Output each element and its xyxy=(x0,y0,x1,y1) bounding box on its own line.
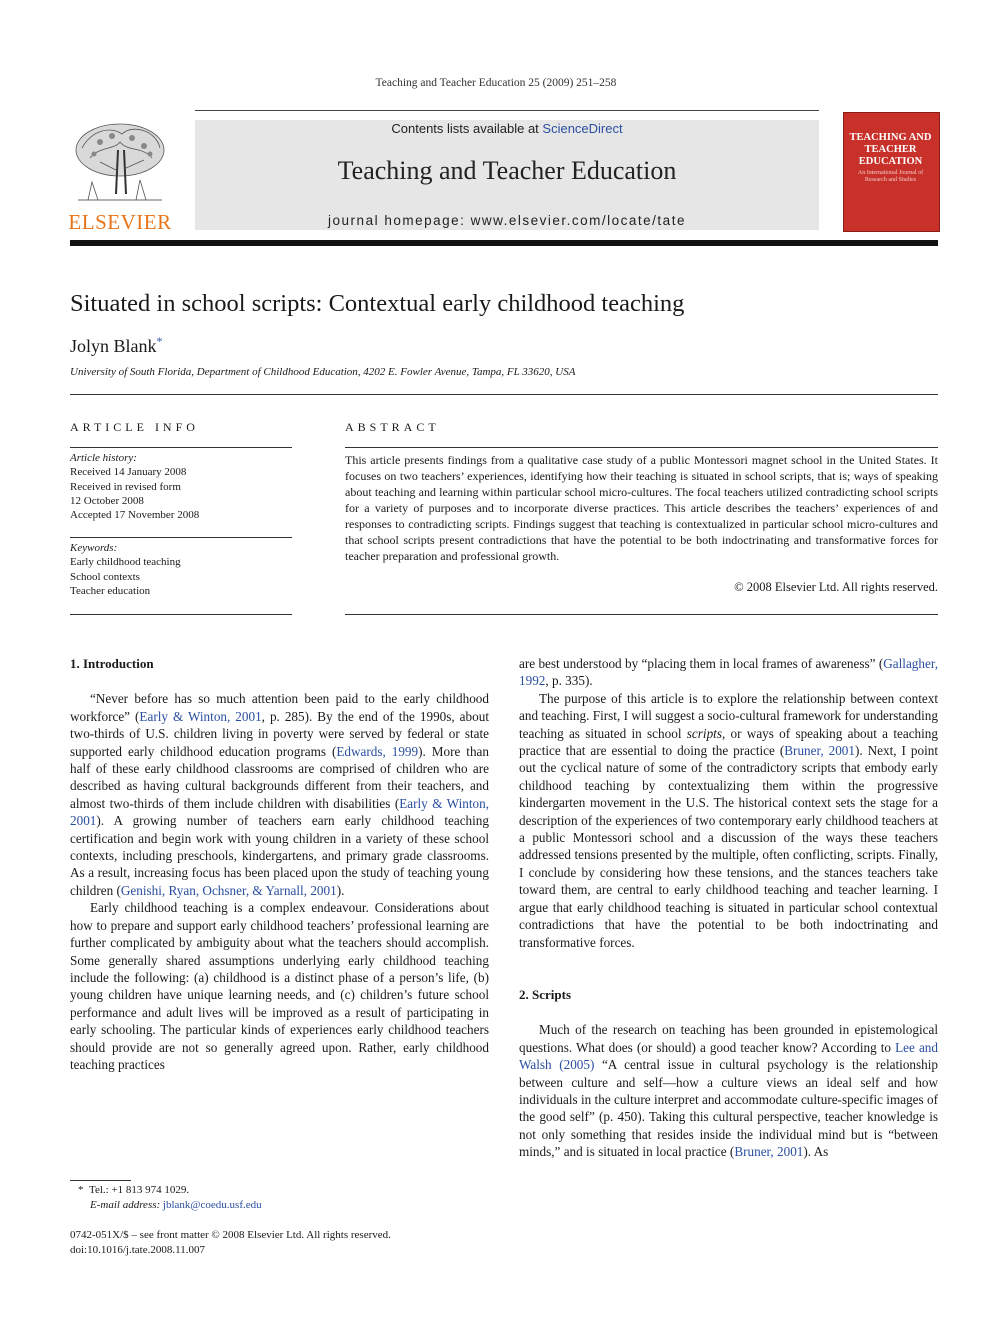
article-info-heading: ARTICLE INFO xyxy=(70,420,199,434)
text-run: “Never before has so much attention been paid to the early childhood workforce” ( xyxy=(70,691,489,724)
author-affiliation: University of South Florida, Department of Childhood Education, 4202 E. Fowler Avenue, Tampa, FL 33620, USA xyxy=(70,366,576,378)
text-run: “A central issue in cultural psychology is the relationship between culture and self—how a culture views an ideal self and how individuals in the culture interpret and accommodate culture-specific images of the good self” (p. 450). Taking this cultural perspective, teacher knowledge is not only something that resides inside the individual mind but is “between minds,” and is situated in local practice ( xyxy=(519,1057,938,1160)
history-item: Received in revised form xyxy=(70,480,181,493)
text-run: , or ways of speaking about a teaching practice that are essential to doing the practice ( xyxy=(519,725,938,759)
text-run: ). Next, I point out the cyclical nature of some of the contradictory scripts that embody early childhood teaching by contextualizing them within the progressive kindergarten movement in the U.S. The historical context sets the stage for a description of the experiences of two contemporary early childhood teachers at a public Montessori school and a discussion of the ways these teachers addressed tensions presented by the multiple, often conflicting, scripts. Finally, I conclude by considering how these tensions, and the stances teachers take toward them, are central to early childhood teaching and teacher learning. I argue that early childhood teaching is situated in particular school contextual contradictions that have the potential to be both indoctrinating and transformative forces. xyxy=(519,743,938,950)
citation-link[interactable]: Lee and Walsh (2005) xyxy=(519,1039,938,1073)
front-matter xyxy=(70,1228,391,1257)
citation-link[interactable]: Genishi, Ryan, Ochsner, & Yarnall, 2001 xyxy=(120,882,337,898)
keywords xyxy=(70,541,292,598)
elsevier-wordmark[interactable]: ELSEVIER xyxy=(68,210,172,234)
affiliation-rule xyxy=(70,394,938,395)
text-run: ). A growing number of teachers earn early childhood teaching certification and begin work with young children in a variety of these school contexts, including preschools, kindergartens, and primary grade classrooms. As a result, increasing focus has been placed upon the study of teaching young children ( xyxy=(70,813,489,898)
abstract-rule xyxy=(345,447,938,448)
footnote-email xyxy=(78,1198,262,1213)
text-run: , p. 285). By the end of the 1990s, about two-thirds of U.S. children living in poverty were served by federal or state supported early childhood education programs ( xyxy=(70,708,489,759)
citation-link[interactable]: Edwards, 1999 xyxy=(336,743,419,759)
author-footnote xyxy=(78,1183,262,1212)
citation-link[interactable]: Early & Winton, 2001 xyxy=(70,795,489,829)
text-run: , p. 335). xyxy=(545,673,593,689)
masthead-rule xyxy=(70,240,938,246)
citation-link[interactable]: Gallagher, 1992 xyxy=(519,656,938,689)
abstract-heading: ABSTRACT xyxy=(345,420,440,434)
intro-paragraph-2: Early childhood teaching is a complex endeavour. Considerations about how to prepare and support early childhood teachers’ professional learning are further complicated by ambiguity about what the teachers should accomplish. Some generally shared assumptions underlying early childhood teaching include the following: (a) childhood is a distinct phase of a person’s life, (b) young children have unique learning needs, and (c) children’s future school performance and adult lives will be improved as a result of participating in early schooling. The particular kinds of experiences early childhood teachers should provide are not so generally agreed upon. Rather, early childhood teaching practices xyxy=(70,900,489,1072)
text-run: scripts xyxy=(686,725,722,741)
article-history xyxy=(70,451,292,522)
author-footnote-mark[interactable]: * xyxy=(156,334,163,348)
text-run: ). More than half of these early childhood classrooms are comprised of children who are described as having cultural backgrounds different from their teachers, and almost two-thirds of them include children with disabilities ( xyxy=(70,743,489,811)
issn-line: 0742-051X/$ – see front matter © 2008 Elsevier Ltd. All rights reserved. xyxy=(70,1229,391,1241)
text-run: ). As xyxy=(803,1144,829,1160)
article-title: Situated in school scripts: Contextual early childhood teaching xyxy=(70,290,685,317)
citation-link[interactable]: Bruner, 2001 xyxy=(784,743,855,759)
article-info-rule xyxy=(70,447,292,448)
history-item: Received 14 January 2008 xyxy=(70,466,187,479)
history-item: 12 October 2008 xyxy=(70,494,144,507)
right-column xyxy=(519,655,938,1161)
contents-prefix: Contents lists available at xyxy=(391,121,543,136)
keywords-rule xyxy=(70,537,292,538)
doi-line[interactable]: doi:10.1016/j.tate.2008.11.007 xyxy=(70,1243,205,1256)
footnote-mark: * xyxy=(78,1184,84,1196)
citation-link[interactable]: Bruner, 2001 xyxy=(734,1144,804,1160)
history-item: Accepted 17 November 2008 xyxy=(70,509,200,522)
text-run: The purpose of this article is to explore the relationship between context and teaching. First, I will suggest a socio-cultural framework for understanding teaching as situated in school xyxy=(519,690,938,741)
intro-paragraph-continued xyxy=(519,655,938,690)
intro-paragraph-purpose xyxy=(519,690,938,951)
footnote-tel-text: Tel.: +1 813 974 1029. xyxy=(89,1184,190,1196)
left-column xyxy=(70,655,489,1073)
email-label: E-mail address: xyxy=(90,1198,163,1211)
scripts-paragraph-1 xyxy=(519,1021,938,1160)
article-info-bottom-rule xyxy=(70,614,292,615)
cover-title: TEACHING AND TEACHER EDUCATION xyxy=(849,132,932,167)
intro-paragraph-1 xyxy=(70,690,489,899)
keyword-item: Early childhood teaching xyxy=(70,556,181,569)
keyword-item: School contexts xyxy=(70,570,140,583)
keyword-item: Teacher education xyxy=(70,584,151,597)
text-run: ). xyxy=(336,882,345,898)
contents-line xyxy=(195,121,819,136)
cover-subtitle: An International Journal of Research and Studies xyxy=(857,170,924,183)
sciencedirect-link[interactable]: ScienceDirect xyxy=(542,121,623,136)
journal-homepage[interactable]: journal homepage: www.elsevier.com/locate/tate xyxy=(328,213,686,228)
author-line xyxy=(70,334,163,357)
citation-link[interactable]: Early & Winton, 2001 xyxy=(139,708,262,724)
text-run: Much of the research on teaching has been grounded in epistemological questions. What does (or should) a good teacher know? According to xyxy=(519,1022,938,1055)
running-head: Teaching and Teacher Education 25 (2009) 251–258 xyxy=(375,77,617,89)
abstract-text: This article presents findings from a qualitative case study of a public Montessori magnet school in the United States. It focuses on two teachers’ experiences, identifying how their teaching is situated in school scripts, that is; ways of speaking about teaching and learning within particular school micro-cultures. The focal teachers utilized contradicting school scripts for a variety of purposes and to incorporate diverse practices. This article describes the teachers’ experiences of and responses to contradicting scripts. Findings suggest that teaching is contextualized in particular school micro-cultures and that school scripts present contradictions that have the potential to be both indoctrinating and transformative forces for teacher preparation and professional growth. xyxy=(345,453,938,563)
footnote-tel xyxy=(78,1183,262,1198)
footnote-rule xyxy=(70,1180,131,1181)
keywords-label: Keywords: xyxy=(70,542,118,554)
abstract-bottom-rule xyxy=(345,614,938,615)
email-link[interactable]: jblank@coedu.usf.edu xyxy=(162,1198,262,1211)
copyright-notice: © 2008 Elsevier Ltd. All rights reserved. xyxy=(734,580,938,594)
text-run: are best understood by “placing them in local frames of awareness” ( xyxy=(519,656,884,671)
section-heading-scripts: 2. Scripts xyxy=(519,986,571,1002)
header-rule xyxy=(195,110,819,111)
journal-title: Teaching and Teacher Education xyxy=(337,156,677,185)
history-label: Article history: xyxy=(70,452,137,464)
author-name: Jolyn Blank xyxy=(70,336,157,356)
section-heading-introduction: 1. Introduction xyxy=(70,656,154,671)
